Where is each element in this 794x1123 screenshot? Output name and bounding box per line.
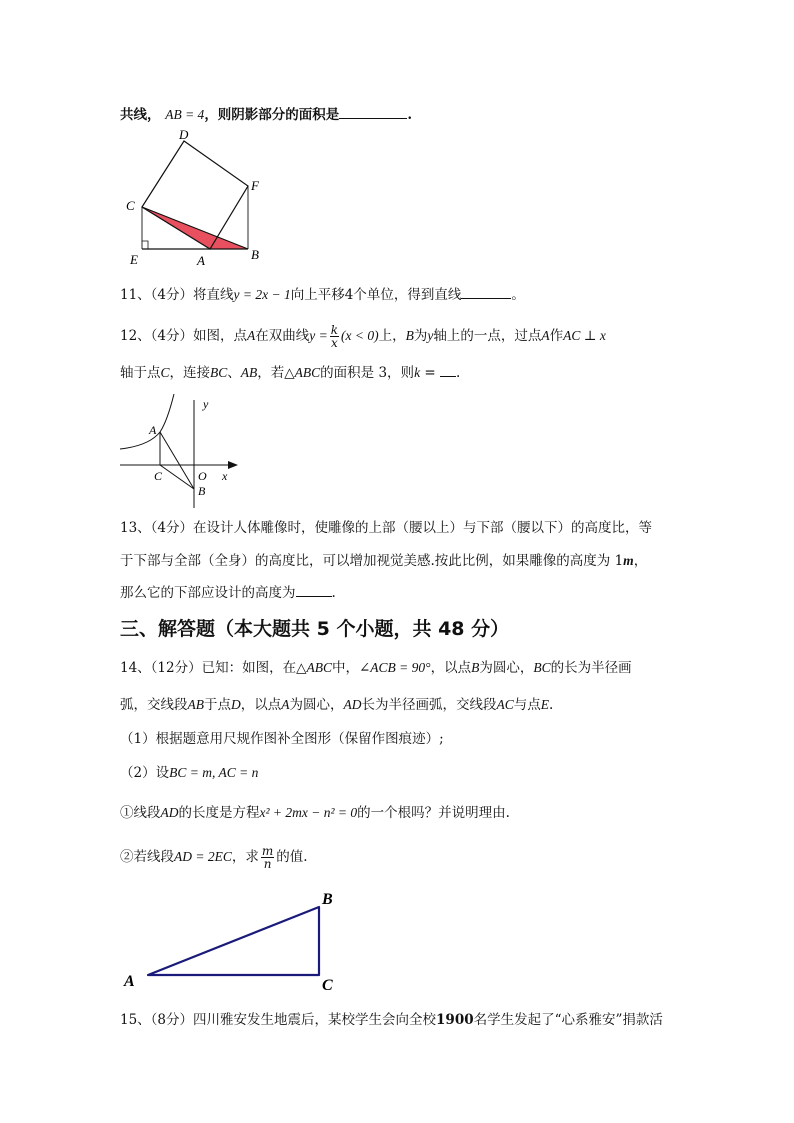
label-c: C [154,469,163,483]
question-14-line-1: 14、（12分）已知：如图，在△ABC中，∠ACB = 90°，以点B为圆心，BC的长为半径画 [120,660,632,676]
label-a: A [124,973,135,990]
label-o: O [198,469,207,483]
figure-hyperbola [118,392,248,512]
question-12-line-2: 轴于点C，连接BC、AB，若△ABC的面积是 3，则k = . [120,362,460,383]
label-b: B [198,484,206,498]
question-11: 11、（4分）将直线y = 2x − 1向上平移4个单位，得到直线 。 [120,284,525,305]
x-axis-arrow [228,461,238,469]
label-a: A [149,423,157,437]
question-13-line-3: 那么它的下部应设计的高度为 . [120,582,336,603]
answer-blank [296,582,332,597]
label-c: C [126,198,135,213]
label-d: D [179,127,189,142]
right-angle-mark [142,241,148,249]
question-14-line-2: 弧，交线段AB于点D，以点A为圆心，AD长为半径画弧，交线段AC与点E. [120,697,554,713]
triangle-abc [148,907,319,975]
label-e: E [130,252,138,267]
question-14-sub-1: ①线段AD的长度是方程x² + 2mx − n² = 0的一个根吗？并说明理由. [120,805,510,821]
label-c: C [322,977,333,994]
q10-tail-line: 共线， AB = 4，则阴影部分的面积是 . [120,104,412,125]
segment-cb [160,465,194,489]
label-b: B [322,891,333,908]
question-13-line-1: 13、（4分）在设计人体雕像时，使雕像的上部（腰以上）与下部（腰以下）的高度比，等 [120,520,653,536]
question-12-line-1: 12、（4分）如图，点A在双曲线y = $\frac{k}{x}$ (x < 0)上，B为y轴上的一点，过点A作AC ⊥ x [120,323,606,350]
figure-square-shaded [120,128,270,268]
answer-blank [461,284,511,299]
segment-ab [160,432,194,489]
fraction-m-over-n: $\frac{m}{n}$ [261,844,274,871]
figure-right-triangle [120,888,350,998]
question-14-part-1: （1）根据题意用尺规作图补全图形（保留作图痕迹）; [120,731,444,747]
question-13-line-2: 于下部与全部（全身）的高度比，可以增加视觉美感.按此比例，如果雕像的高度为 1m， [120,553,648,569]
section-heading: 三、解答题（本大题共 5 个小题，共 48 分） [120,618,510,640]
label-y: y [203,397,209,411]
label-x: x [222,469,228,483]
label-f: F [251,178,259,193]
answer-blank [440,362,456,377]
question-14-part-2: （2）设BC = m, AC = n [120,765,259,781]
question-15: 15、（8分）四川雅安发生地震后，某校学生会向全校1900名学生发起了“心系雅安”捐款活 [120,1012,663,1028]
label-b: B [251,247,259,262]
fraction-k-over-x: $\frac{k}{x}$ [330,323,339,350]
answer-blank [339,104,407,119]
label-a: A [197,253,205,268]
hyperbola-curve [120,394,174,449]
question-14-sub-2: ②若线段AD = 2EC，求 $\frac{m}{n}$ 的值. [120,844,308,871]
